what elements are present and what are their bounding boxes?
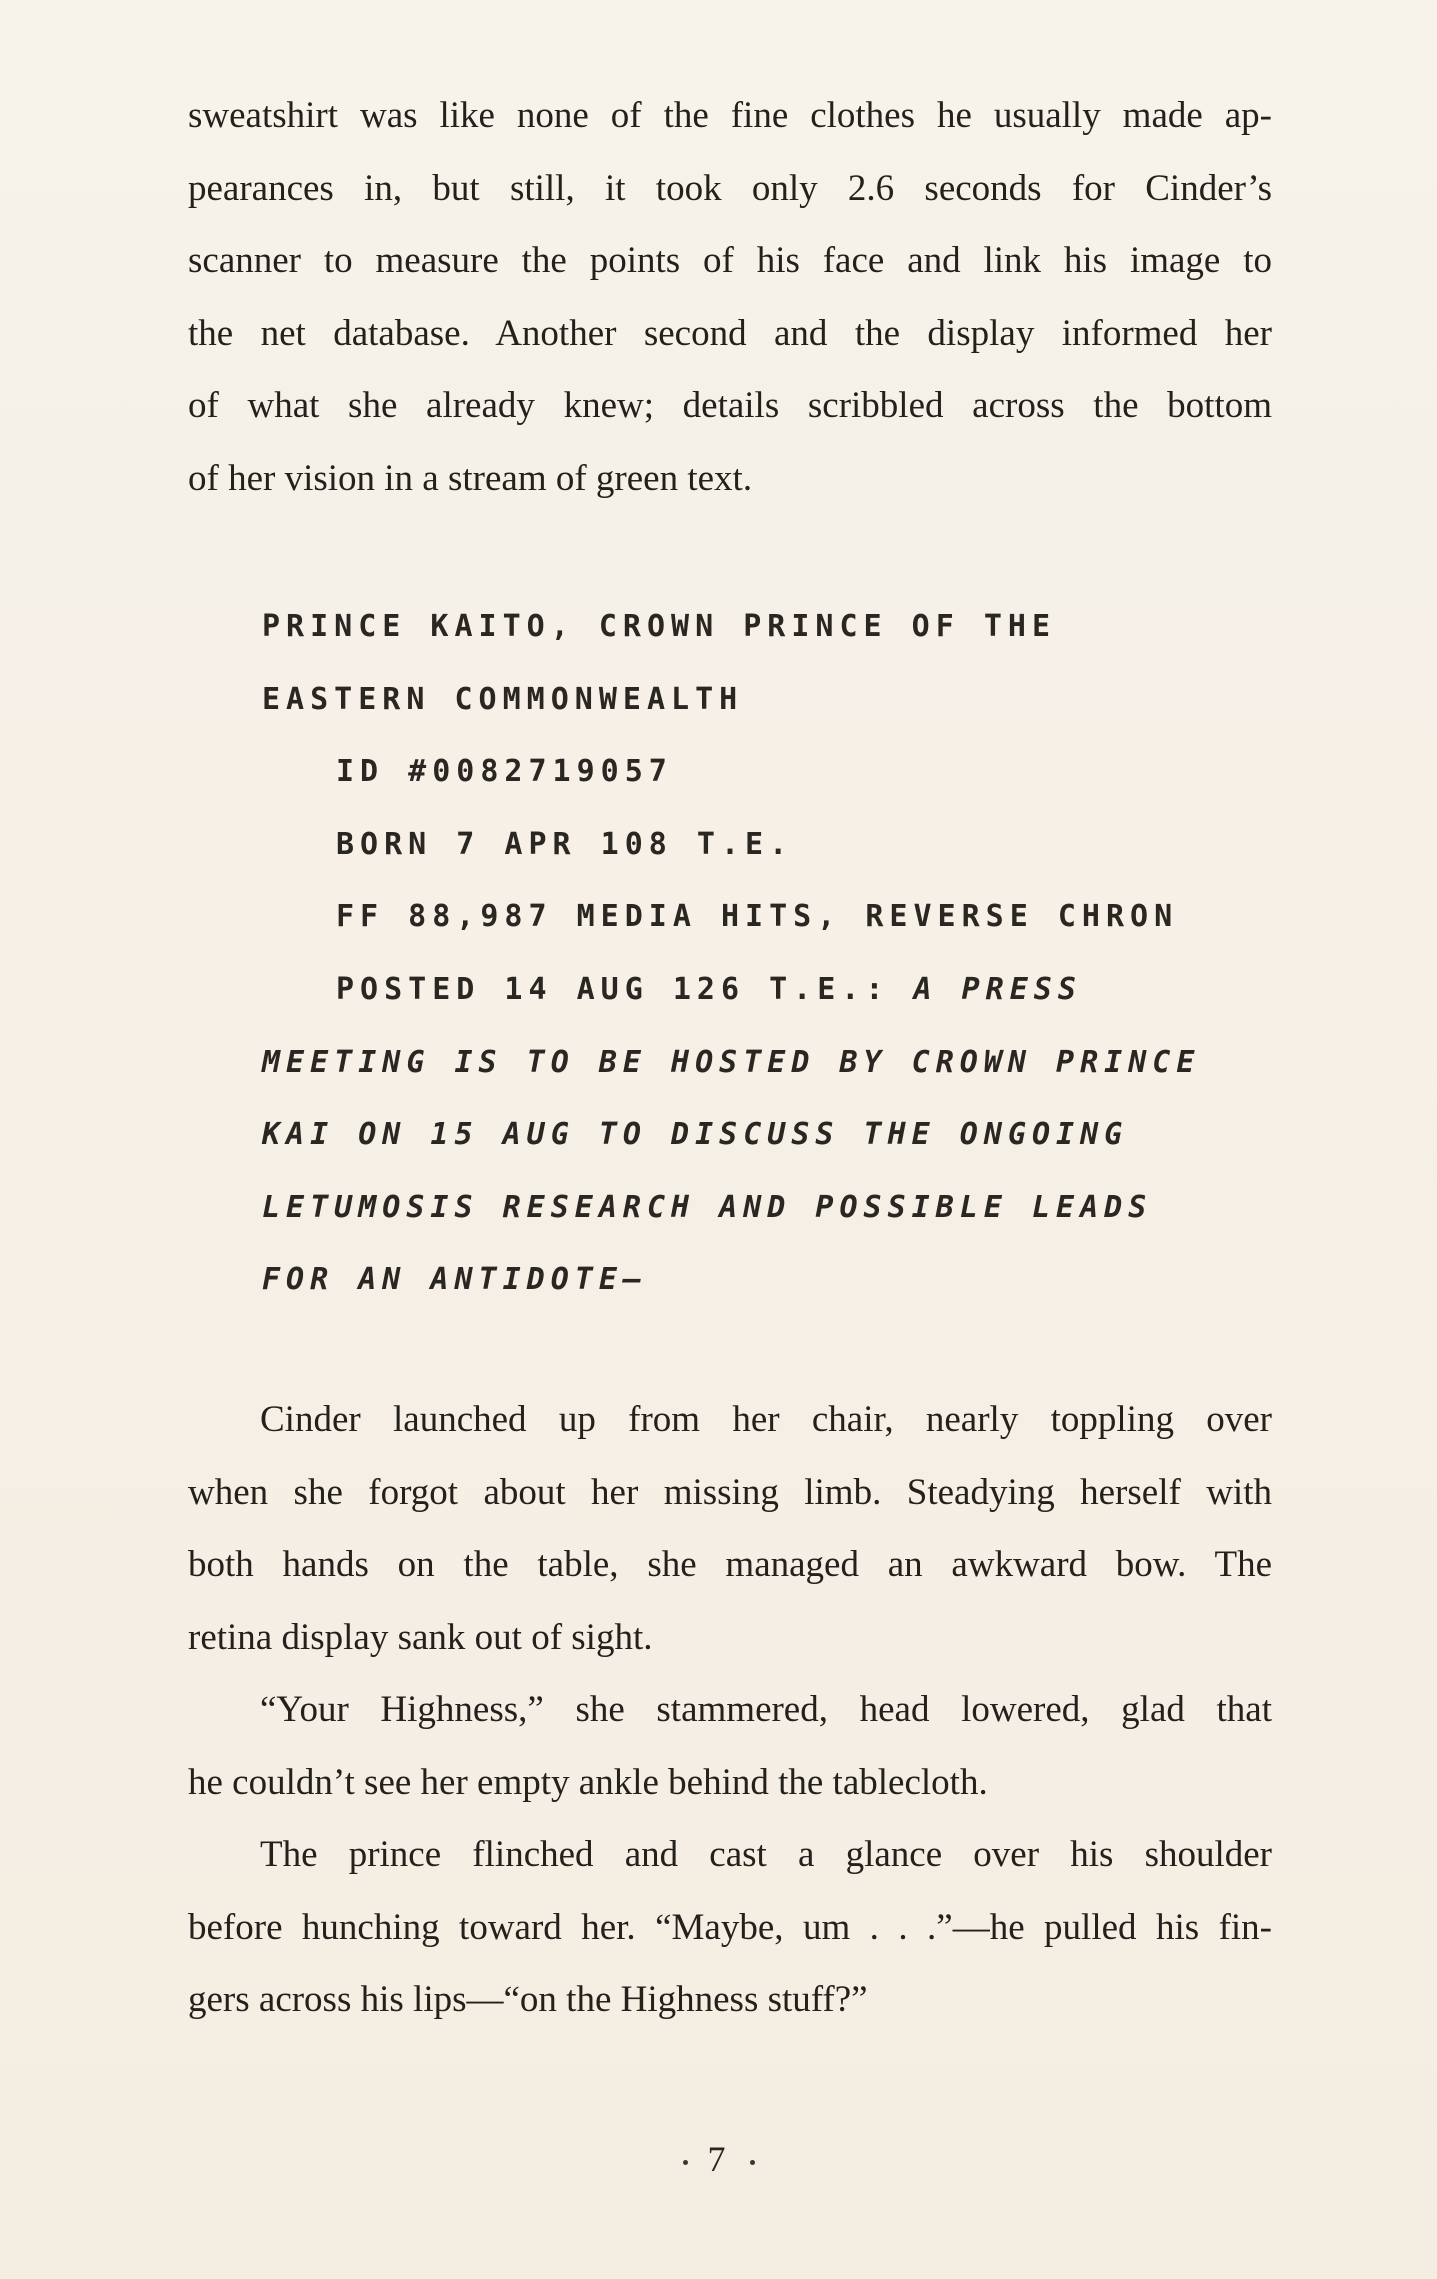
display-posted-line <box>262 954 1222 1027</box>
display-italic-line: LETUMOSIS RESEARCH AND POSSIBLE LEADS <box>262 1189 1153 1225</box>
text-line: scanner to measure the points of his face and link his image to <box>188 240 1272 282</box>
posted-italic: A PRESS <box>913 971 1082 1007</box>
text-line: when she forgot about her missing limb. Steadying herself with <box>188 1471 1272 1513</box>
display-born-line: BORN 7 APR 108 T.E. <box>336 826 794 862</box>
text-line: pearances in, but still, it took only 2.6 seconds for Cinder’s <box>188 167 1272 209</box>
paragraph-cinder-launched <box>188 1384 1272 1674</box>
text-line: he couldn’t see her empty ankle behind the tablecloth. <box>188 1761 988 1803</box>
display-ff-line: FF 88,987 MEDIA HITS, REVERSE CHRON <box>336 899 1179 935</box>
page-number <box>0 2138 1437 2180</box>
text-line: “Your Highness,” she stammered, head lowered, glad that <box>260 1689 1272 1730</box>
text-line: Cinder launched up from her chair, nearly toppling over <box>260 1399 1272 1440</box>
text-line: of what she already knew; details scribbled across the bottom <box>188 385 1272 427</box>
text-line: of her vision in a stream of green text. <box>188 457 753 499</box>
text-line: gers across his lips—“on the Highness stuff?” <box>188 1979 868 2021</box>
display-id-line: ID #0082719057 <box>336 754 673 790</box>
paragraph-prince-flinched <box>188 1819 1272 2037</box>
text-line: both hands on the table, she managed an awkward bow. The <box>188 1544 1272 1586</box>
display-name-line: EASTERN COMMONWEALTH <box>262 681 744 717</box>
display-italic-line: KAI ON 15 AUG TO DISCUSS THE ONGOING <box>262 1117 1129 1153</box>
text-line: retina display sank out of sight. <box>188 1616 653 1658</box>
display-name-line: PRINCE KAITO, CROWN PRINCE OF THE <box>262 609 1057 644</box>
retina-display-readout <box>262 591 1222 1317</box>
text-line: before hunching toward her. “Maybe, um . . .”—he pulled his fin- <box>188 1906 1272 1948</box>
page-number-dot <box>683 2160 688 2165</box>
display-italic-line: MEETING IS TO BE HOSTED BY CROWN PRINCE <box>262 1044 1201 1080</box>
paragraph-your-highness <box>188 1674 1272 1819</box>
posted-prefix: POSTED 14 AUG 126 T.E.: <box>336 971 914 1007</box>
text-line: the net database. Another second and the display informed her <box>188 312 1272 354</box>
page-number-value: 7 <box>707 2139 730 2179</box>
text-line: sweatshirt was like none of the fine clothes he usually made ap- <box>188 95 1272 136</box>
paragraph-opening <box>188 80 1272 516</box>
page-number-dot <box>750 2160 755 2165</box>
text-line: The prince flinched and cast a glance over his shoulder <box>260 1834 1272 1875</box>
display-italic-line: FOR AN ANTIDOTE— <box>262 1262 647 1298</box>
